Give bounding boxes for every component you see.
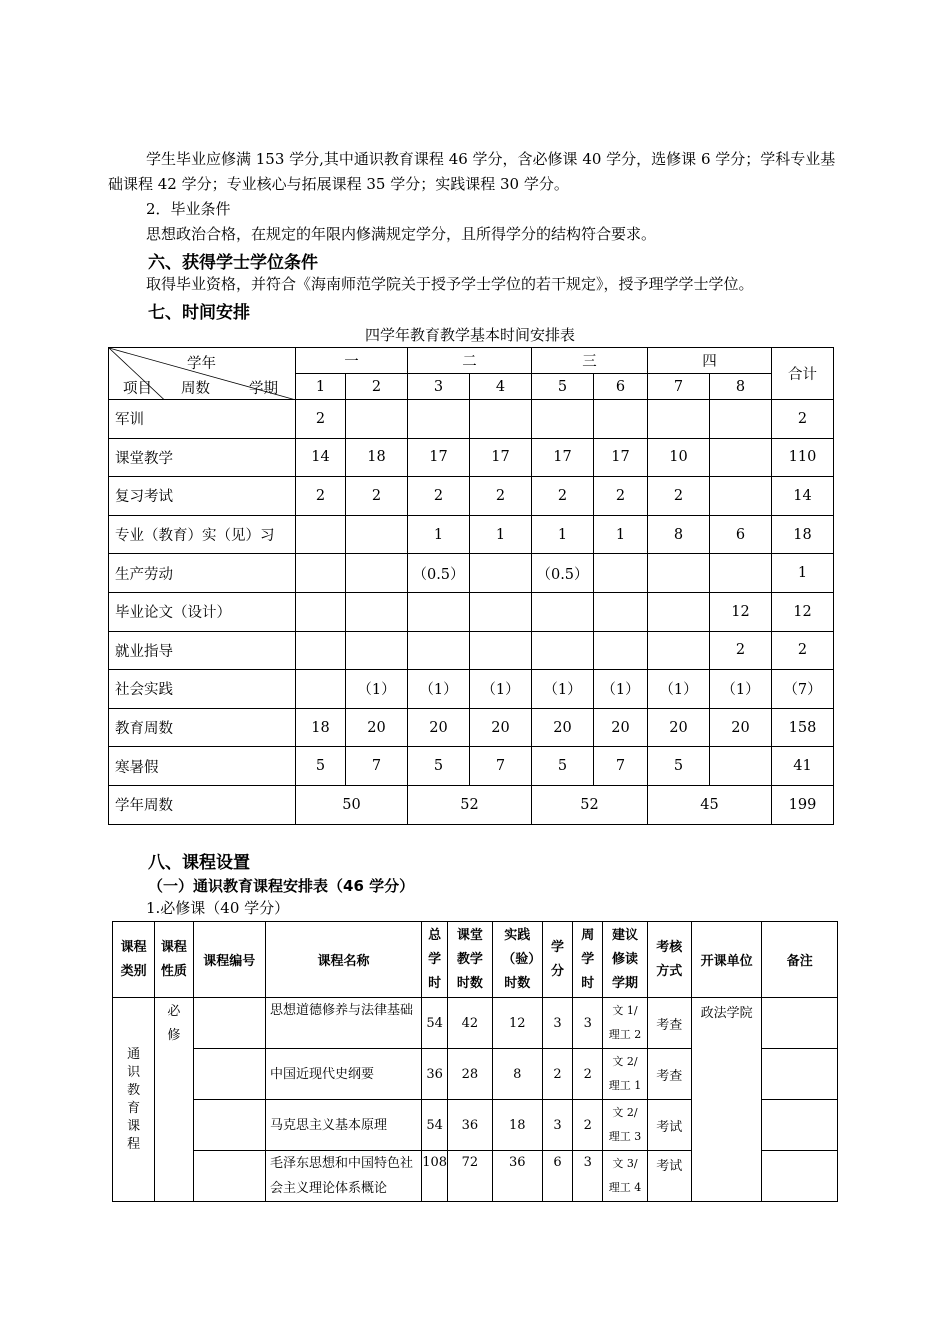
schedule-row	[109, 670, 834, 709]
practice-hours: 36	[492, 1151, 542, 1202]
term-cell: 12	[710, 592, 772, 631]
schedule-row	[109, 747, 834, 786]
term-cell	[346, 592, 408, 631]
row-total: 41	[772, 747, 834, 786]
year-weeks-value: 50	[296, 785, 408, 824]
term-cell: 7	[594, 747, 648, 786]
term-cell: 2	[408, 477, 470, 516]
term-cell: 1	[532, 515, 594, 554]
practice-hours: 18	[492, 1100, 542, 1151]
schedule-section-title: 七、时间安排	[148, 303, 250, 323]
schedule-table-caption: 四学年教育教学基本时间安排表	[364, 326, 575, 344]
term-cell: 2	[346, 477, 408, 516]
term-cell	[710, 747, 772, 786]
weekly-hours: 3	[573, 1151, 603, 1202]
header-term: 建议修读学期	[603, 922, 647, 998]
term-cell	[296, 670, 346, 709]
row-total: 2	[772, 631, 834, 670]
term-cell	[296, 554, 346, 593]
term-cell: 2	[296, 477, 346, 516]
row-label: 复习考试	[109, 477, 296, 516]
weekly-hours: 3	[573, 998, 603, 1049]
term-cell: 5	[408, 747, 470, 786]
row-total: 2	[772, 400, 834, 439]
schedule-row	[109, 592, 834, 631]
term-cell	[408, 400, 470, 439]
class-hours: 36	[448, 1100, 492, 1151]
term-cell: （1）	[532, 670, 594, 709]
exam-method: 考试	[647, 1100, 691, 1151]
term-header: 6	[594, 374, 648, 400]
header-code: 课程编号	[193, 922, 266, 998]
header-category: 课程类别	[113, 922, 155, 998]
term-cell: （0.5）	[532, 554, 594, 593]
term-cell	[710, 438, 772, 477]
exam-method: 考查	[647, 1049, 691, 1100]
term-cell	[296, 515, 346, 554]
graduation-conditions-heading: 2．毕业条件	[146, 200, 231, 218]
term-cell: 2	[532, 477, 594, 516]
header-dept: 开课单位	[691, 922, 761, 998]
year-header: 四	[648, 348, 772, 374]
suggested-term: 文 3/ 理工 4	[603, 1151, 647, 1202]
year-header: 一	[296, 348, 408, 374]
term-cell: 20	[346, 708, 408, 747]
term-header: 5	[532, 374, 594, 400]
term-cell: （0.5）	[408, 554, 470, 593]
schedule-table	[108, 347, 834, 825]
term-cell: 5	[296, 747, 346, 786]
class-hours: 42	[448, 998, 492, 1049]
weekly-hours: 2	[573, 1049, 603, 1100]
degree-conditions-text: 取得毕业资格，并符合《海南师范学院关于授予学士学位的若干规定》，授予理学学士学位。	[146, 275, 754, 293]
note-cell	[762, 1151, 838, 1202]
corner-weeks-label: 周数	[181, 381, 210, 397]
course-section-title: 八、课程设置	[148, 853, 250, 873]
term-cell: 5	[532, 747, 594, 786]
schedule-row	[109, 400, 834, 439]
class-hours: 72	[448, 1151, 492, 1202]
term-cell: （1）	[408, 670, 470, 709]
year-weeks-value: 45	[648, 785, 772, 824]
term-cell	[346, 631, 408, 670]
course-name: 毛泽东思想和中国特色社会主义理论体系概论	[266, 1151, 422, 1202]
credits: 2	[542, 1049, 572, 1100]
term-cell: 7	[470, 747, 532, 786]
term-cell: 1	[594, 515, 648, 554]
suggested-term: 文 1/ 理工 2	[603, 998, 647, 1049]
practice-hours: 8	[492, 1049, 542, 1100]
year-header: 二	[408, 348, 532, 374]
credits: 3	[542, 998, 572, 1049]
term-header: 8	[710, 374, 772, 400]
degree-section-title: 六、获得学士学位条件	[148, 253, 318, 273]
term-cell	[532, 592, 594, 631]
row-label: 生产劳动	[109, 554, 296, 593]
code-cell	[193, 1049, 266, 1100]
note-cell	[762, 998, 838, 1049]
row-label: 教育周数	[109, 708, 296, 747]
year-weeks-value: 52	[408, 785, 532, 824]
term-cell: 18	[296, 708, 346, 747]
term-cell: 20	[532, 708, 594, 747]
course-name: 中国近现代史纲要	[266, 1049, 422, 1100]
term-cell: 20	[594, 708, 648, 747]
header-class-hours: 课堂教学时数	[448, 922, 492, 998]
total-hours: 54	[422, 1100, 448, 1151]
graduation-conditions-text: 思想政治合格，在规定的年限内修满规定学分，且所得学分的结构符合要求。	[146, 225, 657, 243]
term-cell: 2	[470, 477, 532, 516]
corner-year-label: 学年	[187, 356, 216, 372]
term-header: 4	[470, 374, 532, 400]
term-cell: （1）	[346, 670, 408, 709]
exam-method: 考查	[647, 998, 691, 1049]
term-cell	[594, 400, 648, 439]
row-label: 毕业论文（设计）	[109, 592, 296, 631]
total-hours: 108	[422, 1151, 448, 1202]
year-header: 三	[532, 348, 648, 374]
credits: 6	[542, 1151, 572, 1202]
term-cell: （1）	[470, 670, 532, 709]
schedule-row	[109, 515, 834, 554]
exam-method: 考试	[647, 1151, 691, 1202]
header-name: 课程名称	[266, 922, 422, 998]
term-cell	[296, 592, 346, 631]
term-cell: 6	[710, 515, 772, 554]
total-hours: 54	[422, 998, 448, 1049]
code-cell	[193, 1151, 266, 1202]
term-cell	[648, 631, 710, 670]
general-education-subtitle: （一）通识教育课程安排表（46 学分）	[148, 877, 415, 895]
total-header: 合计	[772, 348, 834, 400]
code-cell	[193, 1100, 266, 1151]
term-cell: 17	[594, 438, 648, 477]
row-total: 12	[772, 592, 834, 631]
term-cell: 2	[710, 631, 772, 670]
term-cell: 5	[648, 747, 710, 786]
term-cell: 20	[470, 708, 532, 747]
term-cell: 2	[296, 400, 346, 439]
header-exam: 考核方式	[647, 922, 691, 998]
term-cell: 2	[594, 477, 648, 516]
schedule-row	[109, 554, 834, 593]
term-cell: 8	[648, 515, 710, 554]
term-cell: 18	[346, 438, 408, 477]
term-cell: 7	[346, 747, 408, 786]
row-label: 社会实践	[109, 670, 296, 709]
header-credits: 学分	[542, 922, 572, 998]
term-cell	[594, 554, 648, 593]
required-courses-subtitle: 1.必修课（40 学分）	[146, 899, 290, 917]
term-cell	[470, 631, 532, 670]
term-cell	[408, 592, 470, 631]
term-cell: （1）	[648, 670, 710, 709]
term-cell: （1）	[594, 670, 648, 709]
term-cell: （1）	[710, 670, 772, 709]
year-weeks-label: 学年周数	[109, 785, 296, 824]
course-table	[112, 921, 838, 1202]
term-cell: 20	[648, 708, 710, 747]
header-nature: 课程性质	[155, 922, 193, 998]
row-total: 18	[772, 515, 834, 554]
credit-requirement-text: 学生毕业应修满 153 学分,其中通识教育课程 46 学分，含必修课 40 学分，选修课 6 学分；学科专业基础课程 42 学分；专业核心与拓展课程 35 学分；实践课程 30 学分。	[108, 150, 836, 193]
year-weeks-total: 199	[772, 785, 834, 824]
note-cell	[762, 1100, 838, 1151]
term-cell	[710, 477, 772, 516]
term-cell: 20	[710, 708, 772, 747]
row-total: 1	[772, 554, 834, 593]
term-cell	[532, 631, 594, 670]
term-cell	[648, 554, 710, 593]
schedule-row	[109, 438, 834, 477]
header-note: 备注	[762, 922, 838, 998]
term-cell	[408, 631, 470, 670]
practice-hours: 12	[492, 998, 542, 1049]
header-weekly: 周学时	[573, 922, 603, 998]
nature-cell: 必修	[155, 998, 193, 1202]
term-header: 1	[296, 374, 346, 400]
term-cell: 17	[532, 438, 594, 477]
term-cell: 17	[470, 438, 532, 477]
row-total: 158	[772, 708, 834, 747]
term-cell	[648, 592, 710, 631]
term-cell	[346, 400, 408, 439]
term-cell	[296, 631, 346, 670]
schedule-row	[109, 477, 834, 516]
term-cell	[594, 592, 648, 631]
dept-cell: 政法学院	[691, 998, 761, 1202]
term-cell	[470, 592, 532, 631]
row-label: 课堂教学	[109, 438, 296, 477]
term-header: 3	[408, 374, 470, 400]
term-cell	[532, 400, 594, 439]
term-cell	[710, 400, 772, 439]
category-cell: 通识教育课程	[113, 998, 155, 1202]
schedule-row	[109, 708, 834, 747]
course-name: 思想道德修养与法律基础	[266, 998, 422, 1049]
corner-term-label: 学期	[249, 381, 278, 397]
suggested-term: 文 2/ 理工 3	[603, 1100, 647, 1151]
suggested-term: 文 2/ 理工 1	[603, 1049, 647, 1100]
credits: 3	[542, 1100, 572, 1151]
term-cell: 1	[408, 515, 470, 554]
term-header: 2	[346, 374, 408, 400]
header-practice-hours: 实践（验）时数	[492, 922, 542, 998]
term-cell	[346, 554, 408, 593]
row-total: 14	[772, 477, 834, 516]
row-label: 军训	[109, 400, 296, 439]
note-cell	[762, 1049, 838, 1100]
row-label: 就业指导	[109, 631, 296, 670]
term-cell	[470, 554, 532, 593]
term-cell	[346, 515, 408, 554]
course-name: 马克思主义基本原理	[266, 1100, 422, 1151]
term-cell	[594, 631, 648, 670]
row-total: 110	[772, 438, 834, 477]
term-cell	[470, 400, 532, 439]
row-total: （7）	[772, 670, 834, 709]
row-label: 寒暑假	[109, 747, 296, 786]
term-header: 7	[648, 374, 710, 400]
code-cell	[193, 998, 266, 1049]
year-weeks-value: 52	[532, 785, 648, 824]
term-cell: 14	[296, 438, 346, 477]
total-hours: 36	[422, 1049, 448, 1100]
schedule-corner-cell	[109, 348, 296, 400]
term-cell: 17	[408, 438, 470, 477]
term-cell: 2	[648, 477, 710, 516]
header-total-hours: 总学时	[422, 922, 448, 998]
row-label: 专业（教育）实（见）习	[109, 515, 296, 554]
term-cell	[648, 400, 710, 439]
schedule-row	[109, 631, 834, 670]
term-cell: 20	[408, 708, 470, 747]
term-cell: 1	[470, 515, 532, 554]
corner-item-label: 项目	[123, 381, 152, 397]
class-hours: 28	[448, 1049, 492, 1100]
weekly-hours: 2	[573, 1100, 603, 1151]
term-cell	[710, 554, 772, 593]
term-cell: 10	[648, 438, 710, 477]
